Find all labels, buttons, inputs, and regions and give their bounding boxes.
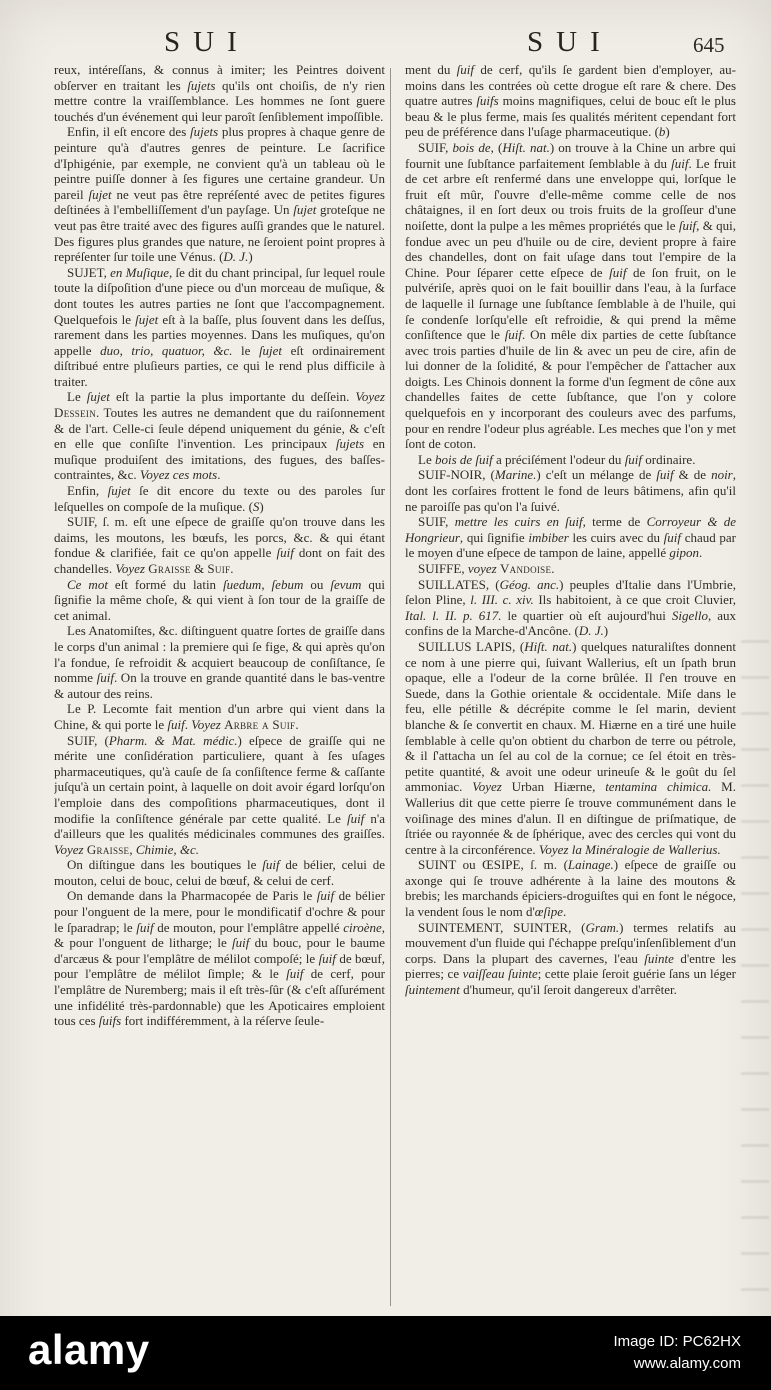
paragraph: SUIF, mettre les cuirs en ſuif, terme de Corroyeur & de Hongrieur, qui ſignifie imbiber les cuirs avec du ſuif chaud par le moyen d'une eſpece de tampon de laine, appellé gipon. xyxy=(405,514,736,561)
paragraph: ment du ſuif de cerf, qu'ils ſe gardent bien d'employer, au-moins dans les contrées où cette drogue eſt rare & chere. Des quatre autres ſuifs moins magnifiques, celui de bouc eſt le plus beau & le plus ferme, mais ſes qualités méritent cependant fort peu de préférence dans l'uſage pharmaceutique. (b) xyxy=(405,62,736,140)
alamy-watermark-bar xyxy=(0,1316,771,1390)
column-right xyxy=(405,62,736,1312)
paragraph: Enfin, ſujet ſe dit encore du texte ou des paroles ſur leſquelles on compoſe de la muſique. (S) xyxy=(54,483,385,514)
page-bleed-artifacts xyxy=(741,640,769,1320)
paragraph: SUIF, ſ. m. eſt une eſpece de graiſſe qu'on trouve dans les daims, les moutons, les bœufs, les porcs, &c. & qui étant fondue & clarifiée, fait ce qu'on appelle ſuif dont on fait des chandelles. Voyez Graisse & Suif. xyxy=(54,514,385,576)
paragraph: Ce mot eſt formé du latin ſuedum, ſebum ou ſevum qui ſignifie la même choſe, & qui vient à ſon tour de la graiſſe de cet animal. xyxy=(54,576,385,623)
paragraph: On demande dans la Pharmacopée de Paris le ſuif de bélier pour l'onguent de la mere, pour le mondificatif d'ochre & pour le ſparadrap; le ſuif de mouton, pour l'emplâtre appellé ciroène, & pour l'onguent de litharge; le ſuif du bouc, pour le baume d'arcæus & pour l'emplâtre de mélilot compoſé; le ſuif de bœuf, pour l'emplâtre de mélilot ſimple; & le ſuif de cerf, pour l'emplâtre de Nuremberg; mais il eſt très-ſûr (& c'eſt aſſurément une infidélité très-pardonnable) que les Apoticaires emploient tous ces ſuifs fort indifféremment, à la réſerve ſeule- xyxy=(54,888,385,1029)
column-divider-rule xyxy=(390,68,391,1306)
paragraph: SUIF-NOIR, (Marine.) c'eſt un mélange de ſuif & de noir, dont les corſaires frottent le fond de leurs bâtimens, afin qu'il ne paroiſſe pas qu'on l'a ſuivé. xyxy=(405,467,736,514)
running-head-right: SUI xyxy=(527,26,613,58)
paragraph: SUINTEMENT, SUINTER, (Gram.) termes relatifs au mouvement d'un fluide qui ſ'échappe preſqu'inſenſiblement d'un corps. Dans la plupart des cavernes, l'eau ſuinte d'entre les pierres; ce vaiſſeau ſuinte; cette plaie ſeroit guérie ſans un léger ſuintement d'humeur, qu'il ſeroit dangereux d'arrêter. xyxy=(405,919,736,998)
running-head-left: SUI xyxy=(164,26,250,58)
text-block xyxy=(54,62,736,1312)
column-left xyxy=(54,62,385,1312)
paragraph: Le bois de ſuif a préciſément l'odeur du ſuif ordinaire. xyxy=(418,451,696,467)
paragraph: SUJET, en Muſique, ſe dit du chant principal, ſur lequel roule toute la diſpoſition d'une piece ou d'un morceau de muſique, & dont toutes les autres parties ne ſont que l'accompagnement. Quelquefois le ſujet eſt à la baſſe, plus ſouvent dans les deſſus, rarement dans les parties moyennes. Dans les muſiques, qu'on appelle duo, trio, quatuor, &c. le ſujet eſt ordinairement diſtribué entre pluſieurs parties, ce qui le rend plus difficile à traiter. xyxy=(54,264,385,389)
image-id-label: Image ID: PC62HX xyxy=(613,1333,741,1350)
paragraph: SUIFFE, voyez Vandoise. xyxy=(418,561,555,576)
paragraph: Le P. Lecomte fait mention d'un arbre qui vient dans la Chine, & qui porte le ſuif. Voyez Arbre a Suif. xyxy=(54,701,385,732)
paragraph: SUINT ou ŒSIPE, ſ. m. (Lainage.) eſpece de graiſſe ou axonge qui ſe trouve adhérente à la laine des moutons & brebis; les marchands épiciers-droguiſtes qui en font le négoce, la vendent ſous le nom d'œſipe. xyxy=(405,857,736,920)
page-number: 645 xyxy=(693,33,725,57)
paragraph: reux, intéreſſans, & connus à imiter; les Peintres doivent obſerver en traitant les ſujets qu'ils ont choiſis, de n'y rien mettre contre la vraiſſemblance. Les hommes ne ſont guere touchés d'un événement qui leur paroît ſenſiblement impoſſible. xyxy=(54,62,385,124)
paragraph: On diſtingue dans les boutiques le ſuif de bélier, celui de mouton, celui de bouc, celui de bœuf, & celui de cerf. xyxy=(54,857,385,888)
paragraph: SUIF, (Pharm. & Mat. médic.) eſpece de graiſſe qui ne mérite une conſidération particuliere, quant à ſes uſages pharmaceutiques, qu'à cauſe de ſa conſiſtence ferme & caſſante juſqu'à un certain point, à laquelle on doit avoir égard lorſqu'on l'emploie dans des compoſitions pharmaceutiques, dont il modifie la conſiſtence générale par cette qualité. Le ſuif n'a d'ailleurs que les qualités médicinales communes des graiſſes. Voyez Graisse, Chimie, &c. xyxy=(54,732,385,857)
alamy-logo: alamy xyxy=(28,1326,150,1373)
paragraph: Enfin, il eſt encore des ſujets plus propres à chaque genre de peinture qu'à d'autres genres de peinture. Le ſacrifice d'Iphigénie, par exemple, ne convient qu'à un tableau où le peintre puiſſe donner à ſes figures une certaine grandeur. Un pareil ſujet ne veut pas être repréſenté avec de petites figures deſtinées à l'embelliſſement d'un payſage. Un ſujet groteſque ne veut pas être traité avec des figures auſſi grandes que le naturel. Des figures plus grandes que nature, ne ſeroient point propres à repréſenter ſur toile une Vénus. (D. J.) xyxy=(54,124,385,265)
paragraph: SUIF, bois de, (Hiſt. nat.) on trouve à la Chine un arbre qui fournit une ſubſtance parfaitement ſemblable à du ſuif. Le fruit de cet arbre eſt renfermé dans une enveloppe qui, lorſque le fruit eſt mûr, ſ'ouvre d'elle-même comme celle de nos châtaignes, il en ſort deux ou trois fruits de la groſſeur d'une noiſette, dont la pulpe a les mêmes propriétés que le ſuif, & qui, fondue avec un peu d'huile ou de cire, devient propre à faire des chandelles, dont on fait uſage dans tout l'empire de la Chine. Pour ſéparer cette eſpece de ſuif de ſon fruit, on le pulvériſe, après quoi on le fait bouillir dans l'eau, à la ſurface de laquelle il ſurnage une ſubſtance ſemblable à de l'huile, qui ſe condenſe lorſqu'elle eſt refroidie, & qui prend la même conſiſtence que le ſuif. On mêle dix parties de cette ſubſtance avec trois parties d'huile de lin & avec un peu de cire, afin de lui donner de la ſolidité, & pour l'empêcher de ſ'attacher aux doigts. Les Chinois donnent la forme d'un ſegment de cône aux chandelles faites de cette ſubſtance, que l'on y colore quelquefois en y incorporant des couleurs avec des parfums, pour en rendre l'odeur plus agréable. Les meches que l'on y met ſont de coton. xyxy=(405,139,736,452)
alamy-url: www.alamy.com xyxy=(633,1355,741,1372)
watermark-info xyxy=(613,1331,741,1375)
paragraph: Le ſujet eſt la partie la plus importante du deſſein. Voyez Dessein. Toutes les autres ne demandent que du raiſonnement & de l'art. Celle-ci ſeule dépend uniquement du génie, & c'eſt en elle que conſiſte l'invention. Les principaux ſujets en muſique produiſent des imitations, des fugues, des baſſes-contraintes, &c. Voyez ces mots. xyxy=(54,389,385,483)
paragraph: Les Anatomiſtes, &c. diſtinguent quatre ſortes de graiſſe dans le corps d'un animal : la premiere qui ſe fige, & qui après qu'on l'a fondue, ſe refroidit & acquiert beaucoup de conſiſtance, ſe nomme ſuif. On la trouve en grande quantité dans le bas-ventre & autour des reins. xyxy=(54,623,385,701)
paragraph: SUILLUS LAPIS, (Hiſt. nat.) quelques naturaliſtes donnent ce nom à une pierre qui, ſuivant Wallerius, eſt un ſpath brun opaque, elle a l'odeur de la corne brûlée. Il ſ'en trouve en Suede, dans la Gothie orientale & occidentale. Miſe dans le feu, elle pétille & décrépite comme le ſel marin, devient blanche & ſe convertit en chaux. M. Hiærne en a tiré une huile ſemblable à celle qu'on obtient du charbon de terre ou pétrole, & il ſ'attacha un ſel au col de la cornue; ce ſel étoit en très-petite quantité, & avoit une odeur urineuſe & le goût du ſel ammoniac. Voyez Urban Hiærne, tentamina chimica. M. Wallerius dit que cette pierre ſe trouve communément dans le voiſinage des mines d'alun. Il en diſtingue de priſmatique, de ſtriée ou rayonnée & de ſphérique, avec des cercles qui vont du centre à la circonférence. Voyez la Minéralogie de Wallerius. xyxy=(405,638,736,857)
paragraph: SUILLATES, (Géog. anc.) peuples d'Italie dans l'Umbrie, ſelon Pline, l. III. c. xiv. Ils habitoient, à ce que croit Cluvier, Ital. l. II. p. 617. le quartier où eſt aujourd'hui Sigello, aux confins de la Marche-d'Ancône. (D. J.) xyxy=(405,576,736,639)
